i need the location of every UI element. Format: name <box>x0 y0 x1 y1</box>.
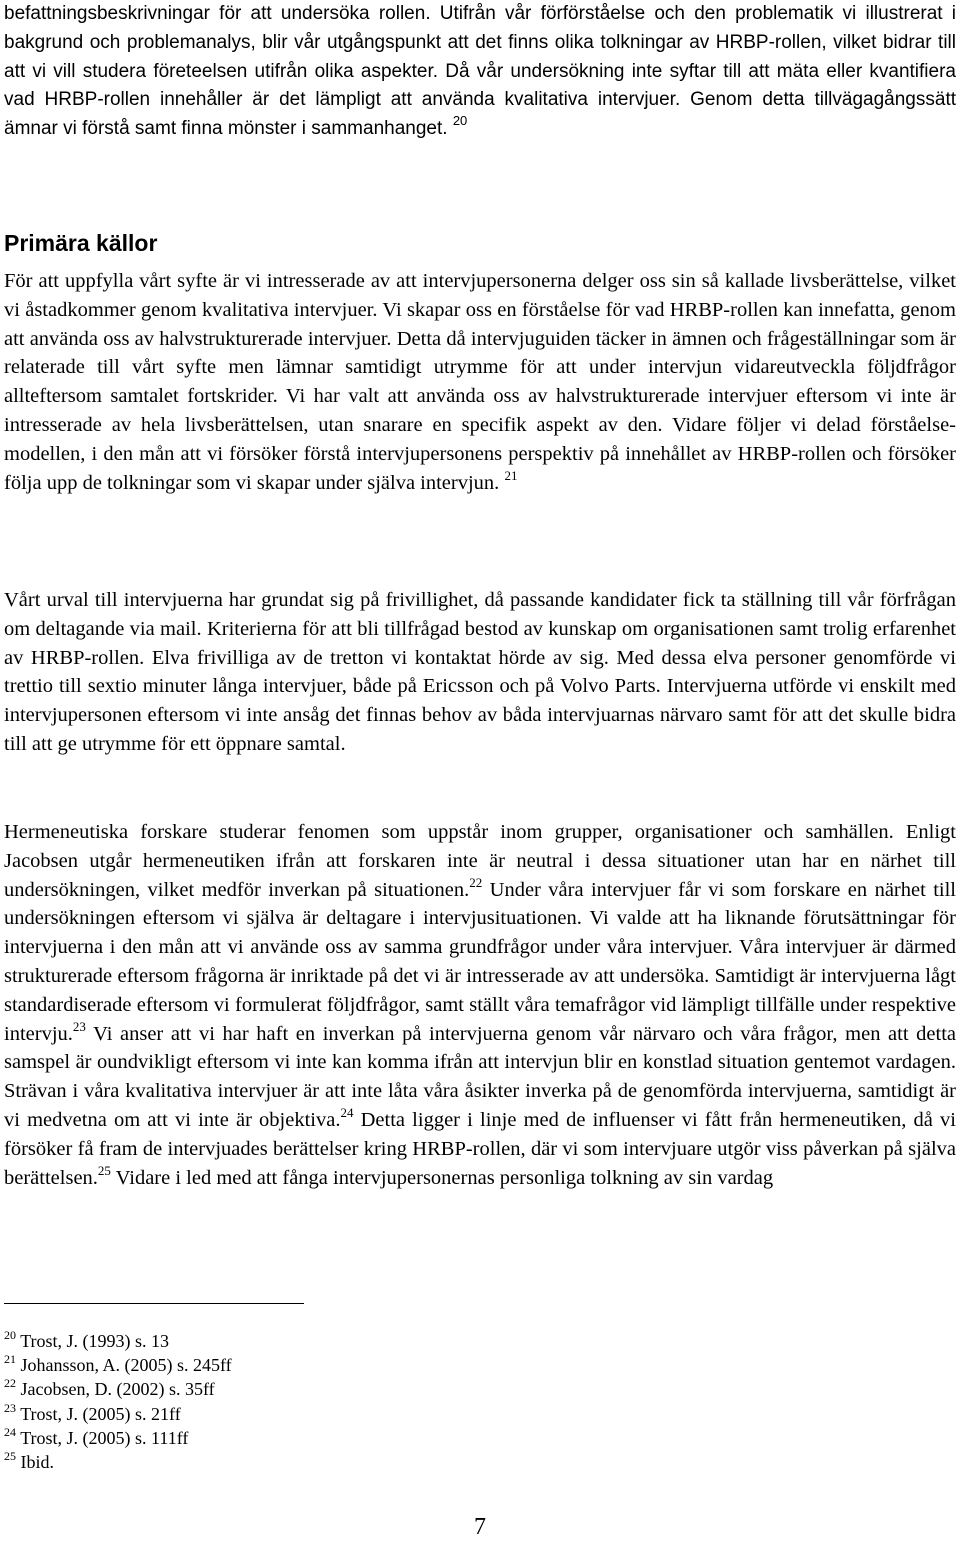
footnote-ref: 23 <box>72 1018 86 1034</box>
footnotes-list <box>4 1329 604 1474</box>
paragraph-text: Under våra intervjuer får vi som forskare en närhet till undersökningen eftersom vi själva är deltagare i intervjusituationen. Vi valde att ha liknande förutsättningar för intervjuerna i den mån att vi använde oss av samma grundfrågor under våra intervjuer. Våra intervjuer är därmed strukturerade eftersom frågorna är inriktade på det vi är intresserade av att undersöka. Samtidigt är intervjuerna lågt standardiserade eftersom vi formulerat följdfrågor, samt ställt våra temafrågor vid lämpligt tillfälle under respektive intervju. <box>4 878 956 1045</box>
section-heading: Primära källor <box>4 230 158 256</box>
footnote <box>4 1329 604 1353</box>
footnote-text: Johansson, A. (2005) s. 245ff <box>20 1355 232 1376</box>
footnote-text: Trost, J. (2005) s. 21ff <box>20 1403 181 1424</box>
footnote-number: 25 <box>4 1449 16 1464</box>
footnote <box>4 1450 604 1474</box>
paragraph-text: Vi anser att vi har haft en inverkan på intervjuerna genom vår närvaro och våra frågor, men att detta samspel är oundvikligt eftersom vi inte kan komma ifrån att intervjun blir en konstlad situation gentemot vardagen. Strävan i våra kvalitativa intervjuer är att inte låta våra åsikter inverka på de genomförda intervjuerna, samtidigt är vi medvetna om att vi inte är objektiva. <box>4 1022 956 1131</box>
footnote-text: Ibid. <box>20 1452 54 1473</box>
page-number: 7 <box>474 1514 486 1540</box>
footnote-divider <box>4 1303 304 1304</box>
footnote-ref: 24 <box>340 1104 354 1120</box>
footnote <box>4 1377 604 1401</box>
footnote <box>4 1402 604 1426</box>
footnote-text: Trost, J. (1993) s. 13 <box>20 1331 170 1351</box>
paragraph-intro <box>4 0 956 144</box>
footnote <box>4 1426 604 1450</box>
footnote-text: Trost, J. (2005) s. 111ff <box>20 1427 189 1448</box>
paragraph-hermeneutik <box>4 818 956 1192</box>
footnote-number: 20 <box>4 1328 16 1342</box>
paragraph-text: Vidare i led med att fånga intervjupersonernas personliga tolkning av sin vardag <box>110 1166 774 1189</box>
paragraph-text: Detta ligger i linje med de influenser vi fått från hermeneutiken, då vi försöker få fram de intervjuades berättelser kring HRBP-rollen, där vi som intervjuare utgör viss påverkan på själva berättelsen. <box>4 1108 956 1189</box>
paragraph-urval <box>4 586 956 759</box>
footnote-number: 23 <box>4 1400 16 1415</box>
paragraph-text: För att uppfylla vårt syfte är vi intresserade av att intervjupersonerna delger oss sin så kallade livsberättelse, vilket vi åstadkommer genom kvalitativa intervjuer. Vi skapar oss en förståelse för vad HRBP-rollen kan innefatta, genom att använda oss av halvstrukturerade intervjuer. Detta då intervjuguiden täcker in ämnen och frågeställningar som är relaterade till vårt syfte men lämnar samtidigt utrymme för att under intervjun vidareutveckla följdfrågor allteftersom samtalet fortskrider. Vi har valt att använda oss av halvstrukturerade intervjuer eftersom vi inte är intresserade av hela livsberättelsen, utan snarare en specifik aspekt av den. Vidare följer vi delad förståelse-modellen, i den mån att vi försöker förstå intervjupersonens perspektiv på innehållet av HRBP-rollen och försöker följa upp de tolkningar som vi skapar under själva intervjun. <box>4 270 956 494</box>
footnote-number: 21 <box>4 1352 16 1367</box>
footnote-text: Jacobsen, D. (2002) s. 35ff <box>20 1379 215 1400</box>
footnote <box>4 1353 604 1377</box>
paragraph-text: befattningsbeskrivningar för att undersöka rollen. Utifrån vår förförståelse och den problematik vi illustrerat i bakgrund och problemanalys, blir vår utgångspunkt att det finns olika tolkningar av HRBP-rollen, vilket bidrar till att vi vill studera företeelsen utifrån olika aspekter. Då vår undersökning inte syftar till att mäta eller kvantifiera vad HRBP-rollen innehåller är det lämpligt att använda kvalitativa intervjuer. Genom detta tillvägagångssätt ämnar vi förstå samt finna mönster i sammanhanget. <box>4 3 956 140</box>
footnote-ref: 22 <box>469 874 483 890</box>
paragraph-text: Hermeneutiska forskare studerar fenomen som uppstår inom grupper, organisationer och samhällen. Enligt Jacobsen utgår hermeneutiken ifrån att forskaren inte är neutral i dessa situationer utan har en närhet till undersökningen, vilket medför inverkan på situationen. <box>4 821 956 901</box>
footnote-ref: 20 <box>452 113 468 129</box>
footnote-ref: 25 <box>97 1162 111 1178</box>
paragraph-primara-kallor <box>4 267 956 497</box>
footnote-ref: 21 <box>504 467 518 483</box>
footnote-number: 24 <box>4 1424 16 1439</box>
paragraph-text: Vårt urval till intervjuerna har grundat sig på frivillighet, då passande kandidater fick ta ställning till vår förfrågan om deltagande via mail. Kriterierna för att bli tillfrågad bestod av kunskap om organisationen samt trolig erfarenhet av HRBP-rollen. Elva frivilliga av de tretton vi kontaktat hörde av sig. Med dessa elva personer genomförde vi trettio till sextio minuter långa intervjuer, både på Ericsson och på Volvo Parts. Intervjuerna utförde vi enskilt med intervjupersonen eftersom vi inte ansåg det finnas behov av båda intervjuarnas närvaro samt för att det skulle bidra till att ge utrymme för ett öppnare samtal. <box>4 589 956 755</box>
footnote-number: 22 <box>4 1376 16 1391</box>
